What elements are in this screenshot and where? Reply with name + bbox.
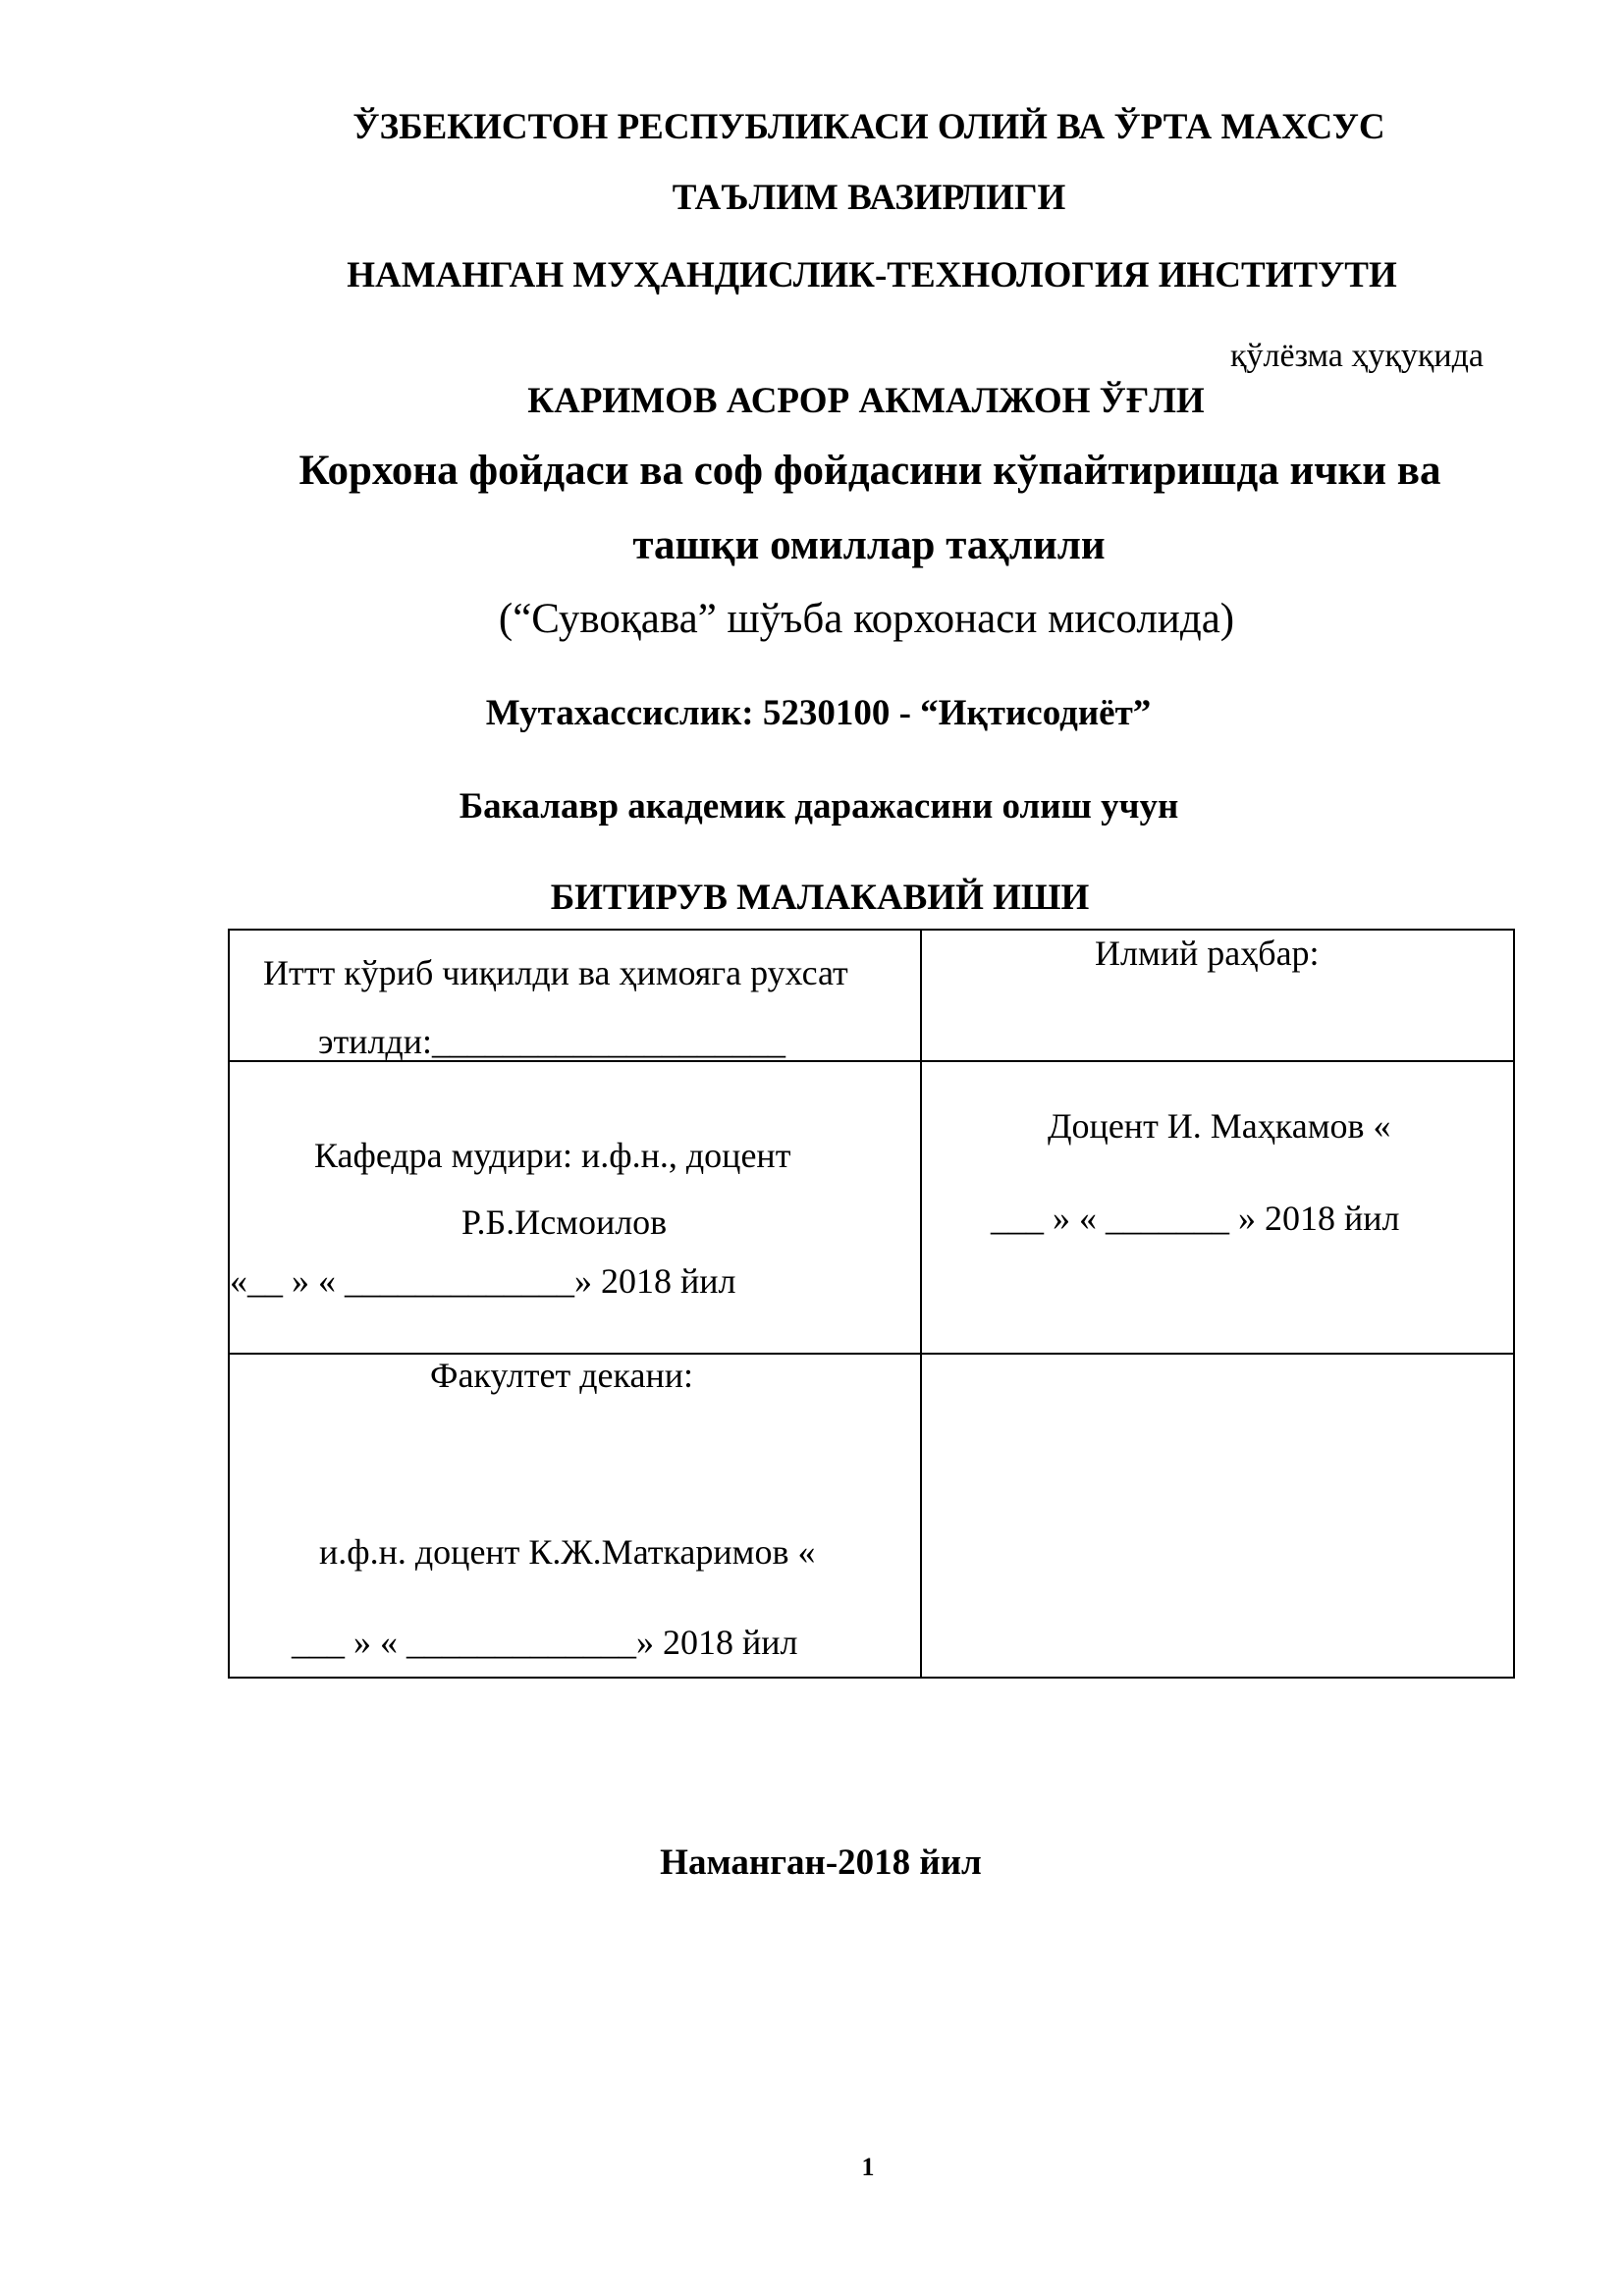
review-approval-line-2: этилди:____________________	[318, 1022, 785, 1061]
thesis-title-line-1: Корхона фойдаси ва соф фойдасини кўпайтиришда ички ва	[298, 448, 1441, 494]
table-row-divider	[230, 1353, 1513, 1355]
work-type-heading: БИТИРУВ МАЛАКАВИЙ ИШИ	[550, 878, 1090, 918]
department-head-date: «__ » « _____________» 2018 йил	[230, 1261, 736, 1301]
ministry-line-2: ТАЪЛИМ ВАЗИРЛИГИ	[672, 178, 1066, 218]
department-head-name: Р.Б.Исмоилов	[461, 1202, 668, 1242]
degree-line: Бакалавр академик даражасини олиш учун	[459, 786, 1179, 827]
signature-table	[228, 929, 1515, 1679]
city-year: Наманган-2018 йил	[660, 1842, 982, 1883]
dean-date: ___ » « _____________» 2018 йил	[292, 1623, 798, 1662]
institute-name: НАМАНГАН МУҲАНДИСЛИК-ТЕХНОЛОГИЯ ИНСТИТУТИ	[347, 255, 1397, 295]
dean-label: Факултет декани:	[430, 1356, 693, 1395]
thesis-subtitle: (“Сувоқава” шўъба корхонаси мисолида)	[498, 596, 1235, 642]
table-column-divider	[920, 931, 922, 1677]
dean-name: и.ф.н. доцент К.Ж.Маткаримов «	[319, 1532, 816, 1572]
page-number: 1	[861, 2153, 875, 2181]
supervisor-date: ___ » « _______ » 2018 йил	[991, 1199, 1400, 1238]
manuscript-note: қўлёзма ҳуқуқида	[1230, 338, 1485, 374]
department-head-label: Кафедра мудири: и.ф.н., доцент	[314, 1136, 791, 1175]
review-approval-line-1: Иттт кўриб чиқилди ва ҳимояга рухсат	[263, 953, 848, 992]
supervisor-label: Илмий раҳбар:	[1095, 934, 1320, 973]
author-name: КАРИМОВ АСРОР АКМАЛЖОН ЎҒЛИ	[527, 381, 1205, 421]
specialty-line: Мутахассислик: 5230100 - “Иқтисодиёт”	[485, 693, 1152, 733]
supervisor-name: Доцент И. Маҳкамов «	[1048, 1106, 1391, 1146]
ministry-line-1: ЎЗБЕКИСТОН РЕСПУБЛИКАСИ ОЛИЙ ВА ЎРТА МАХСУС	[352, 107, 1385, 147]
thesis-title-line-2: ташқи омиллар таҳлили	[632, 522, 1106, 568]
